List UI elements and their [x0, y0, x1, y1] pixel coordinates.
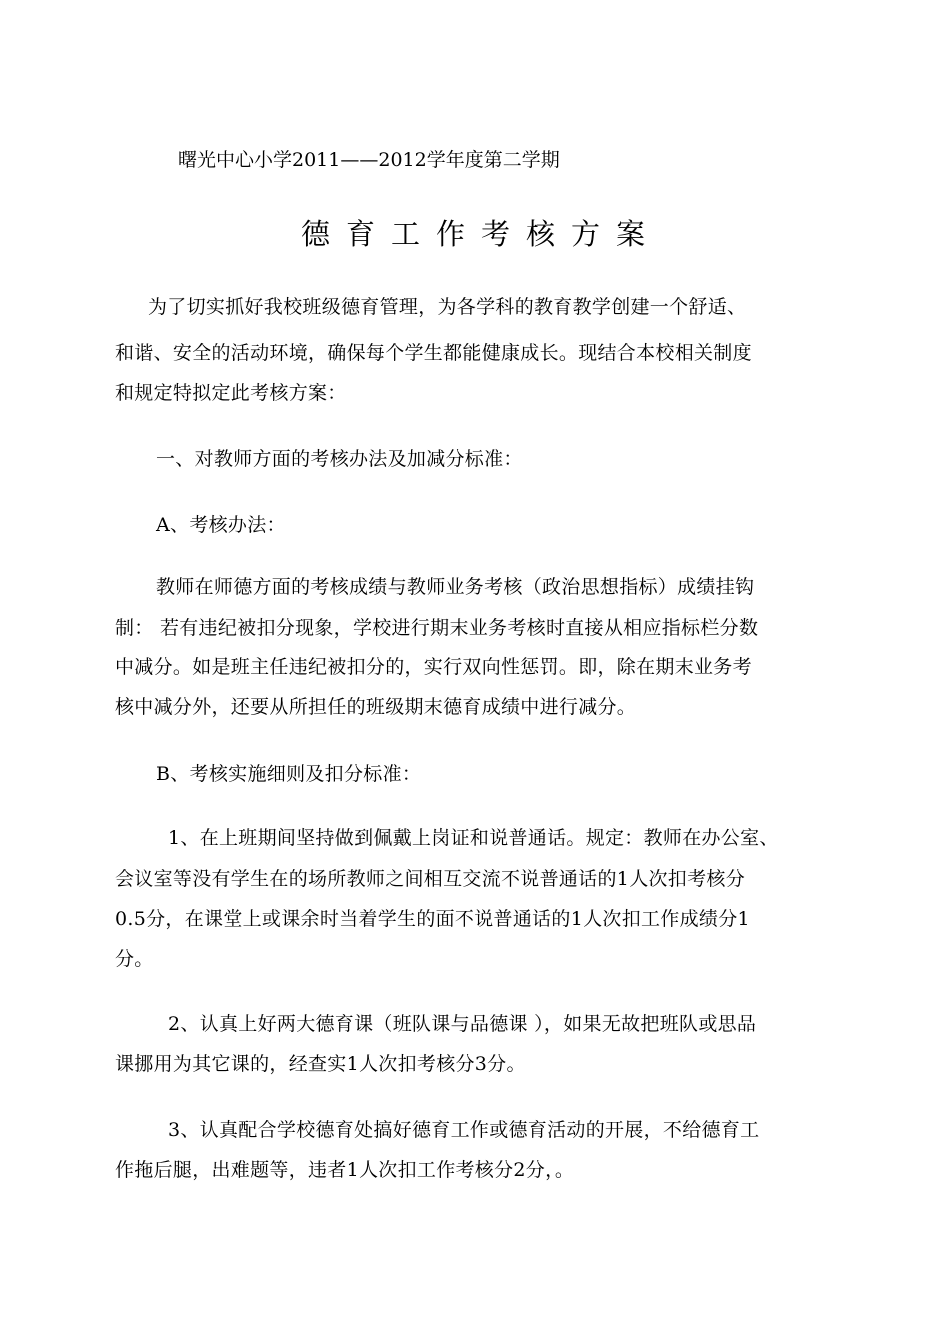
rule-item-line: 课挪用为其它课的，经查实1人次扣考核分3分。 [115, 1053, 526, 1075]
section-heading: 一、对教师方面的考核办法及加减分标准： [156, 448, 523, 470]
rule-item-line: 分。 [115, 948, 154, 970]
rule-item-line: 2、认真上好两大德育课（班队课与品德课 ），如果无故把班队或思品 [168, 1013, 757, 1035]
intro-line: 为了切实抓好我校班级德育管理，为各学科的教育教学创建一个舒适、 [148, 296, 747, 318]
intro-line: 和谐、安全的活动环境，确保每个学生都能健康成长。现结合本校相关制度 [115, 342, 752, 364]
intro-line: 和规定特拟定此考核方案： [115, 382, 347, 404]
rule-item-line: 0.5分，在课堂上或课余时当着学生的面不说普通话的1人次扣工作成绩分1 [115, 908, 750, 930]
part-a-line: 制： 若有违纪被扣分现象，学校进行期末业务考核时直接从相应指标栏分数 [115, 617, 759, 639]
rule-item-line: 1、在上班期间坚持做到佩戴上岗证和说普通话。规定：教师在办公室、 [168, 827, 779, 849]
document-title: 德育工作考核方案 [300, 217, 661, 251]
part-a-line: 核中减分外，还要从所担任的班级期末德育成绩中进行减分。 [115, 696, 637, 718]
rule-item-line: 作拖后腿，出难题等，违者1人次扣工作考核分2分，。 [115, 1159, 575, 1181]
part-b-heading: B、考核实施细则及扣分标准： [156, 763, 422, 785]
part-a-line: 中减分。如是班主任违纪被扣分的，实行双向性惩罚。即，除在期末业务考 [115, 656, 752, 678]
rule-item-line: 会议室等没有学生在的场所教师之间相互交流不说普通话的1人次扣考核分 [115, 868, 745, 890]
document-subtitle: 曙光中心小学2011——2012学年度第二学期 [178, 149, 560, 171]
rule-item-line: 3、认真配合学校德育处搞好德育工作或德育活动的开展，不给德育工 [168, 1119, 760, 1141]
part-a-line: 教师在师德方面的考核成绩与教师业务考核（政治思想指标）成绩挂钩 [156, 576, 755, 598]
part-a-heading: A、考核办法： [156, 514, 286, 536]
